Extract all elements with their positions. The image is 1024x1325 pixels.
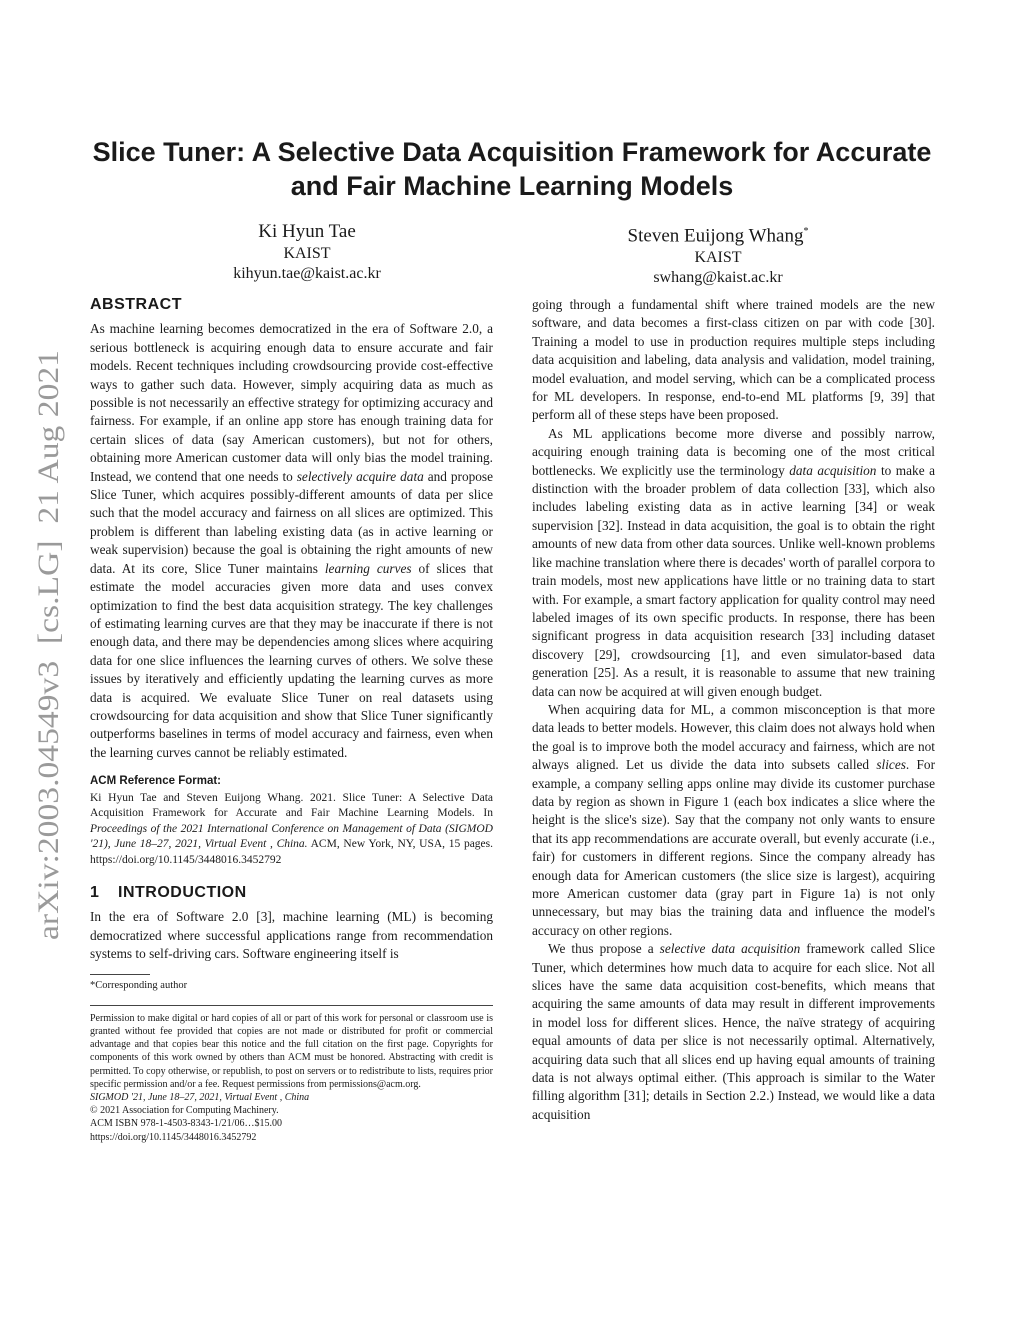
- acm-reference-text: Ki Hyun Tae and Steven Euijong Whang. 2021. Slice Tuner: A Selective Data Acquisition Framework for Accurate and Fair Machine Learning Models. In Proceedings of the 2021 International Conference on Management of Data (SIGMOD '21), June 18–27, 2021, Virtual Event , China. ACM, New York, NY, USA, 15 pages. https://doi.org/10.1145/3448016.3452792: [90, 791, 493, 866]
- author-email[interactable]: kihyun.tae@kaist.ac.kr: [233, 265, 381, 282]
- author-name: Steven Euijong Whang: [627, 225, 804, 247]
- intro-paragraph: In the era of Software 2.0 [3], machine learning (ML) is becoming democratized where successful applications range from recommendation systems to self-driving cars. Software engineering itself is: [90, 909, 493, 962]
- author-block-2: [568, 220, 868, 288]
- footnote-divider: [90, 974, 150, 975]
- footnote-corresponding: *Corresponding author: [90, 979, 188, 991]
- body-paragraph-3: When acquiring data for ML, a common misconception is that more data leads to better models. However, this claim does not always hold when the goal is to improve both the model accuracy and fairness, which are not always aligned. Let us divide the data into subsets called slices. For example, a company selling apps online may divide its customer purchase data by region as shown in Figure 1 (each box indicates a slice where the height is the slice's size). Say that the company not only wants to ensure that its app recommendations are accurate overall, but evenly accurate (i.e., fair) for customers in different regions. Since the company already has enough data for American customers (the slice size is largest), acquiring more American customer data (gray part in Figure 1a) is not only unnecessary, but may bias the training data and influence the model's accuracy on other regions.: [532, 701, 935, 938]
- body-paragraph-1: going through a fundamental shift where trained models are the new software, and data becomes a first-class citizen on par with code [30]. Training a model to use in production requires multiple steps including data acquisition and labeling, data analysis and validation, model training, model evaluation, and model serving, which can be a complicated process for ML developers. In response, end-to-end ML platforms [9, 39] that perform all of these steps have been proposed.: [532, 297, 935, 423]
- section-heading-introduction: 1 INTRODUCTION: [90, 884, 247, 902]
- body-paragraph-2: As ML applications become more diverse and possibly narrow, acquiring enough training data is becoming one of the most critical bottlenecks. We explicitly use the terminology data acquisition to make a distinction with the broader problem of data collection [33], which also includes labeling existing data as in active learning [34] or weak supervision [32]. Instead in data acquisition, the goal is to obtain the right amounts of new data from other data sources. Unlike well-known problems like machine translation where there is decades' worth of parallel corpora to train models, most new applications have little or no training data to start with. For example, a smart factory application for quality control may need labeled images of its own specific products. In response, there has been significant progress in data acquisition research [33] including dataset discovery [29], crowdsourcing [1], and even simulator-based data generation [25]. As a result, it is reasonable to assume that new training data can now be acquired at will given enough budget.: [532, 425, 936, 699]
- abstract-text: As machine learning becomes democratized in the era of Software 2.0, a serious bottleneck is acquiring enough data to ensure accurate and fair models. Recent techniques including crowdsourcing provide cost-effective ways to gather such data. However, simply acquiring data as much as possible is not necessarily an effective strategy for optimizing accuracy and fairness. For example, if an online app store has enough training data for certain slices of data (say American customers), but not for others, obtaining more American customer data will only bias the model training. Instead, we contend that one needs to selectively acquire data and propose Slice Tuner, which acquires possibly-different amounts of data per slice such that the model accuracy and fairness on all slices are optimized. This problem is different than labeling existing data (as in active learning or weak supervision) because the goal is obtaining the right amounts of new data. At its core, Slice Tuner maintains learning curves of slices that estimate the model accuracies given more data and uses convex optimization to find the best data acquisition strategy. The key challenges of estimating learning curves are that they may be inaccurate if there is not enough data, and there may be dependencies among slices where acquiring data for one slice influences the learning curves of others. We solve these issues by iteratively and efficiently updating the learning curves as more data is acquired. We evaluate Slice Tuner on real datasets using crowdsourcing for data acquisition and show that Slice Tuner significantly outperforms baselines in terms of model accuracy and fairness, even when the learning curves cannot be reliably estimated.: [90, 321, 494, 760]
- author-affiliation: KAIST: [283, 245, 331, 262]
- author-block-1: [157, 220, 457, 284]
- right-column: [532, 296, 935, 1124]
- author-affiliation: KAIST: [694, 249, 742, 267]
- author-name: Ki Hyun Tae: [258, 221, 356, 242]
- abstract-heading: ABSTRACT: [90, 296, 182, 313]
- permission-text: Permission to make digital or hard copies of all or part of this work for personal or classroom use is granted without fee provided that copies are not made or distributed for profit or commercial advantage and that copies bear this notice and the full citation on the first page. Copyrights for components of this work owned by others than ACM must be honored. Abstracting with credit is permitted. To copy otherwise, or republish, to post on servers or to redistribute to lists, requires prior specific permission and/or a fee. Request permissions from permissions@acm.org.: [90, 1012, 493, 1090]
- arxiv-side-text: arXiv:2003.04549v3 [cs.LG] 21 Aug 2021: [32, 413, 65, 940]
- permission-divider: [90, 1005, 493, 1006]
- body-paragraph-4: We thus propose a selective data acquisition framework called Slice Tuner, which determines how much data to acquire for each slice. Not all slices have the same data acquisition cost-benefits, which means that acquiring the same amounts of data may result in different improvements in model loss for different slices. Hence, the naïve strategy of acquiring equal amounts of data per slice is not necessarily optimal. Alternatively, acquiring data such that all slices end up having equal amounts of training data is not always optimal either. (This approach is similar to the Water filling algorithm [31]; details in Section 2.2.) Instead, we would like a data acquisition: [532, 941, 935, 1122]
- left-column: [90, 296, 493, 1144]
- permission-block: [90, 1012, 493, 1144]
- arxiv-side-label: [22, 350, 70, 945]
- author-email[interactable]: swhang@kaist.ac.kr: [653, 269, 783, 287]
- copyright-line: © 2021 Association for Computing Machinery.: [90, 1105, 279, 1117]
- acm-reference-heading: ACM Reference Format:: [90, 775, 221, 788]
- venue-line: SIGMOD '21, June 18–27, 2021, Virtual Event , China: [90, 1091, 310, 1103]
- paper-title: Slice Tuner: A Selective Data Acquisition Framework for Accurate and Fair Machine Learning Models: [92, 137, 932, 201]
- doi-link[interactable]: https://doi.org/10.1145/3448016.3452792: [90, 1131, 257, 1143]
- isbn-line: ACM ISBN 978-1-4503-8343-1/21/06…$15.00: [90, 1118, 282, 1130]
- corresponding-mark: *: [803, 226, 809, 237]
